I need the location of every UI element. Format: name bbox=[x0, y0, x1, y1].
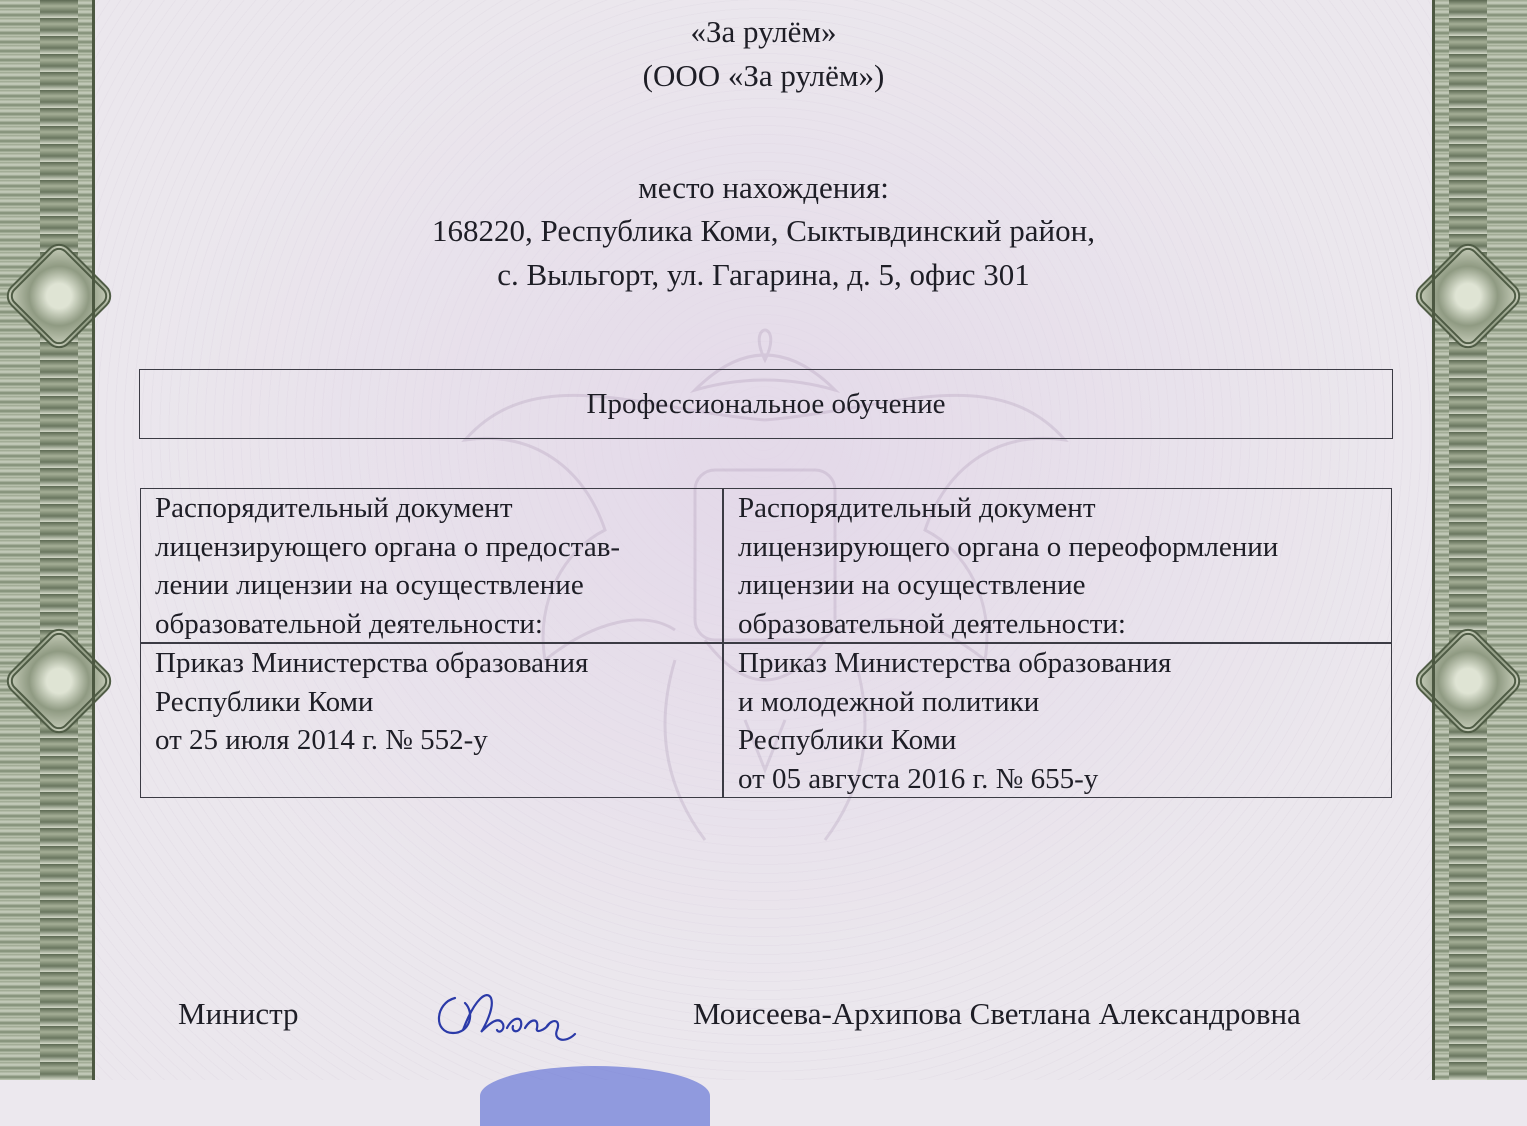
education-program: Профессиональное обучение bbox=[586, 387, 946, 420]
education-program-box bbox=[139, 369, 1393, 439]
signatory-title: Министр bbox=[178, 996, 299, 1031]
address-line-2: с. Выльгорт, ул. Гагарина, д. 5, офис 301 bbox=[497, 257, 1030, 292]
official-stamp bbox=[480, 1066, 710, 1126]
reissue-order-value: Приказ Министерства образования и молодежной политики Республики Коми от 05 августа 2016 г. № 655-у bbox=[738, 647, 1172, 795]
organization-short-name: (ООО «За рулём») bbox=[642, 58, 885, 93]
right-ornamental-border bbox=[1432, 0, 1527, 1080]
signatory-name: Моисеева-Архипова Светлана Александровна bbox=[693, 996, 1301, 1031]
location-label: место нахождения: bbox=[638, 170, 889, 205]
grant-order-header: Распорядительный документ лицензирующего органа о предостав- лении лицензии на осуществление образовательной деятельности: bbox=[155, 492, 621, 640]
address-line-1: 168220, Республика Коми, Сыктывдинский район, bbox=[431, 213, 1095, 248]
order-documents-table bbox=[140, 488, 1392, 798]
organization-name: «За рулём» bbox=[690, 14, 837, 49]
reissue-order-header: Распорядительный документ лицензирующего органа о переоформлении лицензии на осуществление образовательной деятельности: bbox=[738, 492, 1279, 640]
grant-order-value: Приказ Министерства образования Республики Коми от 25 июля 2014 г. № 552-у bbox=[155, 647, 589, 756]
left-ornamental-border bbox=[0, 0, 95, 1080]
handwritten-signature bbox=[425, 978, 595, 1048]
